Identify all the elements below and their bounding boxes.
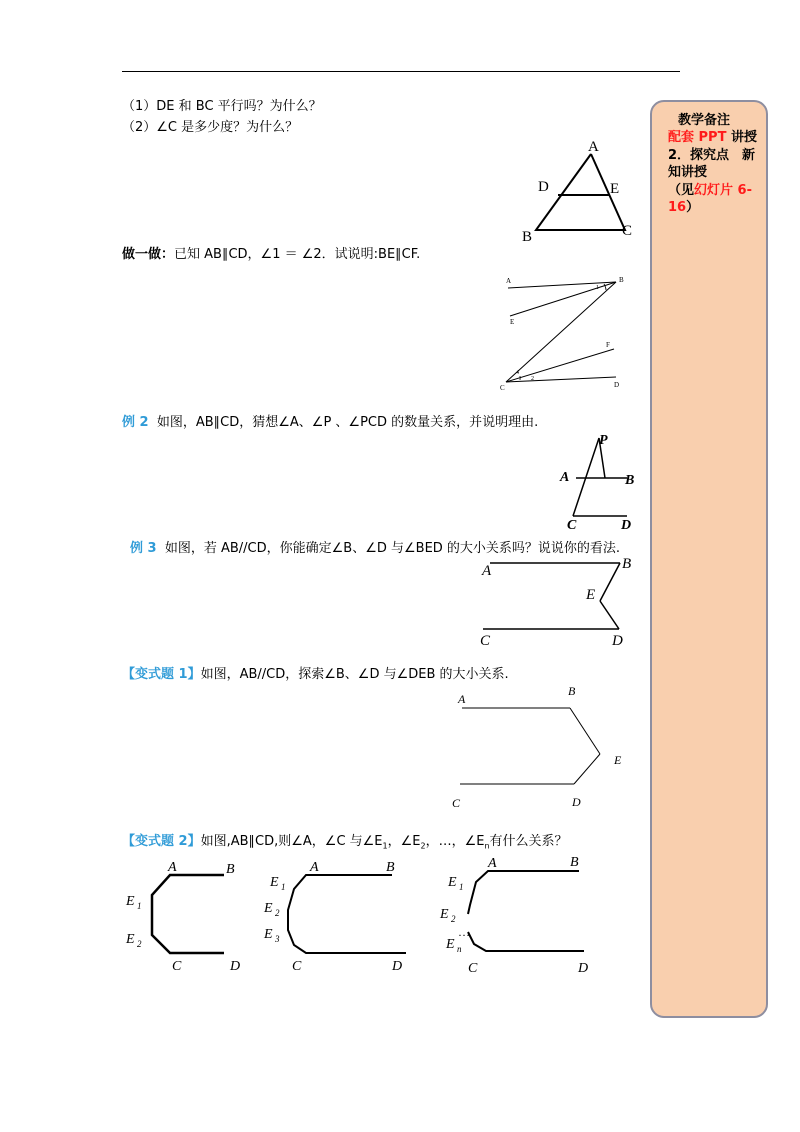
- fig2-label-4: 4: [516, 370, 519, 376]
- figure-variation-2a: [122, 855, 252, 980]
- sidebar-slides-end: 16: [668, 200, 687, 215]
- ex3-label: 例 3: [130, 541, 157, 556]
- fig2-label-b: B: [619, 276, 624, 284]
- fig7-sub-2: 2: [275, 908, 280, 918]
- fig2-label-e: E: [510, 318, 515, 326]
- fig1-label-b: B: [522, 229, 533, 245]
- fig1-label-e: E: [610, 181, 620, 197]
- fig8-dots: …: [458, 925, 470, 939]
- fig6-label-a: A: [168, 860, 177, 875]
- sidebar-close: ）: [686, 200, 700, 215]
- sidebar-line-1: [668, 129, 757, 146]
- fig7-label-e2: E: [264, 901, 273, 916]
- try-label: 做一做：: [122, 247, 175, 262]
- fig3-label-c: C: [567, 518, 577, 533]
- fig5-label-c: C: [452, 796, 461, 810]
- fig6-label-e2: E: [126, 932, 135, 947]
- fig4-label-d: D: [612, 633, 623, 649]
- teaching-notes-sidebar: [650, 100, 768, 1018]
- example-2: [122, 414, 538, 432]
- var2-text-a: 如图,AB∥CD,则∠A，∠C 与∠E: [200, 834, 383, 849]
- fig5-label-b: B: [568, 684, 576, 698]
- figure-variation-2c: [438, 850, 598, 980]
- fig4-label-a: A: [482, 563, 492, 579]
- fig2-label-d: D: [614, 381, 620, 389]
- fig1-label-d: D: [538, 179, 549, 195]
- ex3-text: 如图，若 AB//CD，你能确定∠B、∠D 与∠BED 的大小关系吗？说说你的看法.: [164, 541, 621, 556]
- fig3-label-a: A: [560, 470, 570, 485]
- figure-example-3: [478, 555, 638, 650]
- sidebar-line-4: [668, 182, 752, 199]
- fig1-label-a: A: [588, 139, 599, 155]
- fig7-label-e1: E: [270, 875, 279, 890]
- var2-sub-n: n: [484, 841, 490, 851]
- var1-text: 如图，AB//CD，探索∠B、∠D 与∠DEB 的大小关系.: [200, 667, 509, 682]
- fig8-label-e1: E: [448, 875, 457, 890]
- fig7-label-b: B: [386, 860, 395, 875]
- fig2-label-f: F: [606, 341, 610, 349]
- figure-z-shape: [500, 272, 635, 397]
- fig8-sub-2: 2: [451, 914, 456, 924]
- fig8-sub-n: n: [457, 944, 462, 954]
- var2-text-c: ，…，∠E: [425, 834, 485, 849]
- fig6-label-e1: E: [126, 894, 135, 909]
- fig8-label-b: B: [570, 855, 579, 870]
- fig3-label-d: D: [621, 518, 632, 533]
- header-rule: [122, 71, 680, 72]
- var2-text-d: 有什么关系？: [489, 834, 568, 849]
- var2-sub-2: 2: [420, 841, 426, 851]
- fig7-sub-3: 3: [275, 934, 280, 944]
- question-1: （1）DE 和 BC 平行吗？为什么？: [122, 99, 322, 114]
- ex2-text: 如图，AB∥CD，猜想∠A、∠P 、∠PCD 的数量关系，并说明理由.: [156, 415, 539, 430]
- fig8-sub-1: 1: [459, 882, 464, 892]
- fig8-label-en: E: [446, 937, 455, 952]
- fig4-label-c: C: [480, 633, 491, 649]
- question-2: （2）∠C 是多少度？为什么？: [122, 120, 299, 135]
- fig2-label-c: C: [500, 384, 505, 392]
- var2-label: 【变式题 2】: [122, 834, 201, 849]
- sidebar-title: 教学备注: [678, 113, 731, 128]
- try-text: 已知 AB∥CD，∠1 ＝ ∠2．试说明:BE∥CF.: [174, 247, 421, 262]
- fig4-label-e: E: [586, 587, 596, 603]
- fig6-label-d: D: [230, 959, 241, 974]
- fig7-sub-1: 1: [281, 882, 286, 892]
- sidebar-line-2: 2．探究点 新: [668, 148, 756, 163]
- ex2-label: 例 2: [122, 415, 149, 430]
- var2-sub-1: 1: [382, 841, 388, 851]
- fig2-label-1: 1: [596, 285, 599, 291]
- sidebar-see: （见: [668, 183, 695, 198]
- try-it: [122, 246, 420, 264]
- fig8-label-d: D: [578, 961, 589, 976]
- fig6-label-c: C: [172, 959, 182, 974]
- fig1-label-c: C: [622, 223, 633, 239]
- sidebar-ppt: 配套 PPT: [668, 130, 727, 145]
- fig5-label-e: E: [614, 753, 622, 767]
- var2-text-b: ，∠E: [387, 834, 421, 849]
- fig4-label-b: B: [622, 556, 632, 572]
- figure-variation-1: [448, 684, 638, 814]
- fig8-label-c: C: [468, 961, 478, 976]
- fig6-sub-1: 1: [137, 901, 142, 911]
- fig8-label-a: A: [488, 856, 497, 871]
- sidebar-slides: 幻灯片 6-: [694, 183, 752, 198]
- var1-label: 【变式题 1】: [122, 667, 201, 682]
- fig6-label-b: B: [226, 862, 235, 877]
- fig5-label-a: A: [458, 692, 466, 706]
- fig2-label-2: 2: [531, 376, 534, 382]
- fig7-label-c: C: [292, 959, 302, 974]
- fig2-label-a: A: [506, 277, 512, 285]
- fig7-label-d: D: [392, 959, 403, 974]
- figure-triangle: [515, 135, 640, 245]
- sidebar-line-3: 知讲授: [668, 165, 708, 180]
- figure-example-2: [555, 430, 645, 533]
- variation-1: [122, 666, 509, 684]
- sidebar-ppt-rest: 讲授: [726, 130, 757, 145]
- fig8-label-e2: E: [440, 907, 449, 922]
- fig7-label-a: A: [310, 860, 319, 875]
- fig3-label-p: P: [599, 433, 608, 448]
- figure-variation-2b: [260, 855, 415, 980]
- fig7-label-e3: E: [264, 927, 273, 942]
- sidebar-line-5: [668, 199, 699, 216]
- fig5-label-d: D: [572, 795, 581, 809]
- fig3-label-b: B: [625, 473, 635, 488]
- fig6-sub-2: 2: [137, 939, 142, 949]
